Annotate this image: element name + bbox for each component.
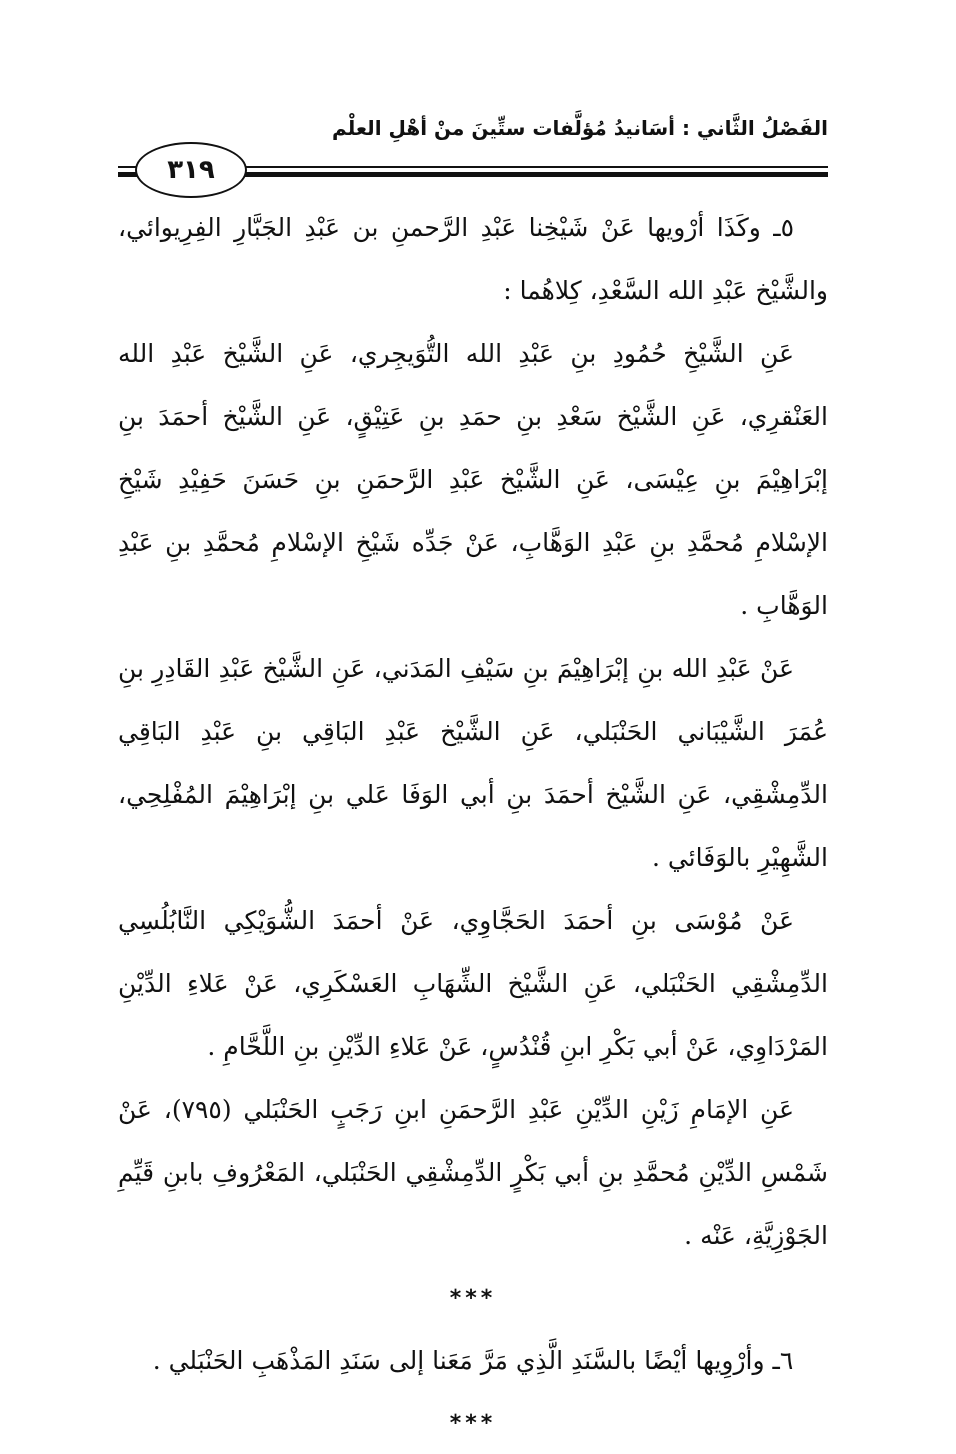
- paragraph-6: ٦ـ وأرْوِيها أيْضًا بالسَّنَدِ الَّذِي مَرَّ مَعَنا إلى سَنَدِ المَذْهَبِ الحَنْبَلي .: [152, 1346, 794, 1375]
- paragraph-5: ٥ـ وكَذَا أرْويها عَنْ شَيْخِنا عَبْدِ الرَّحمنِ بن عَبْدِ الجَبَّارِ الفِرِيوائي، والشَّيْخ عَبْدِ الله السَّعْدِ، كِلاهُما :: [118, 213, 828, 305]
- section-separator: ***: [449, 1286, 497, 1311]
- chain-paragraph-1: عَنِ الشَّيْخِ حُمُودِ بنِ عَبْدِ الله التُّوَيجِري، عَنِ الشَّيْخ عَبْدِ الله العَنْقرِي، عَنِ الشَّيْخ سَعْدِ بنِ حمَدِ بنِ عَتِيْقٍ، عَنِ الشَّيْخ أحمَدَ بنِ إبْرَاهِيْمَ بنِ عِيْسَى، عَنِ الشَّيْخ عَبْدِ الرَّحمَنِ بنِ حَسَنَ حَفِيْدِ شَيْخِ الإسْلامِ مُحمَّدِ بنِ عَبْدِ الوَهَّابِ، عَنْ جَدِّه شَيْخِ الإسْلامِ مُحمَّدِ بنِ عَبْدِ الوَهَّابِ .: [118, 339, 828, 620]
- section-separator-end: ***: [449, 1411, 497, 1436]
- chain-paragraph-4: عَنِ الإمَامِ زَيْنِ الدِّيْنِ عَبْدِ الرَّحمَنِ ابنِ رَجَبٍ الحَنْبَلي (٧٩٥)، عَنْ شَمْسِ الدِّيْنِ مُحمَّدِ بنِ أبي بَكْرٍ الدِّمِشْقِي الحَنْبَلي، المَعْرُوفِ بابنِ قَيِّمِ الجَوْزِيَّةِ، عَنْه .: [118, 1095, 828, 1250]
- page-number-oval: ٣١٩: [135, 142, 247, 198]
- chain-paragraph-3: عَنْ مُوْسَى بنِ أحمَدَ الحَجَّاوِي، عَنْ أحمَدَ الشُّوَيْكِي النَّابُلُسِي الدِّمِشْقِي الحَنْبَلي، عَنِ الشَّيْخ الشِّهَابِ العَسْكَرِي، عَنْ عَلاءِ الدِّيْنِ المَرْدَاوِي، عَنْ أبي بَكْرِ ابنِ قُنْدُسٍ، عَنْ عَلاءِ الدِّيْنِ بنِ اللَّحَّامِ .: [118, 906, 828, 1061]
- page-body: [118, 196, 828, 1454]
- running-header-title: الفَصْلُ الثَّاني : أسَانيدُ مُؤلَّفات ستِّينَ منْ أهْلِ العلْم: [332, 116, 828, 140]
- chain-paragraph-2: عَنْ عَبْدِ الله بنِ إبْرَاهِيْمَ بنِ سَيْفِ المَدَني، عَنِ الشَّيْخ عَبْدِ القَادِرِ بنِ عُمَرَ الشَّيْبَاني الحَنْبَلي، عَنِ الشَّيْخ عَبْدِ البَاقِي بنِ عَبْدِ البَاقِي الدِّمِشْقِي، عَنِ الشَّيْخ أحمَدَ بنِ أبي الوَفَا عَلي بنِ إبْرَاهِيْمَ المُفْلِحِي، الشَّهِيْرِ بالوَفَائي .: [118, 654, 828, 872]
